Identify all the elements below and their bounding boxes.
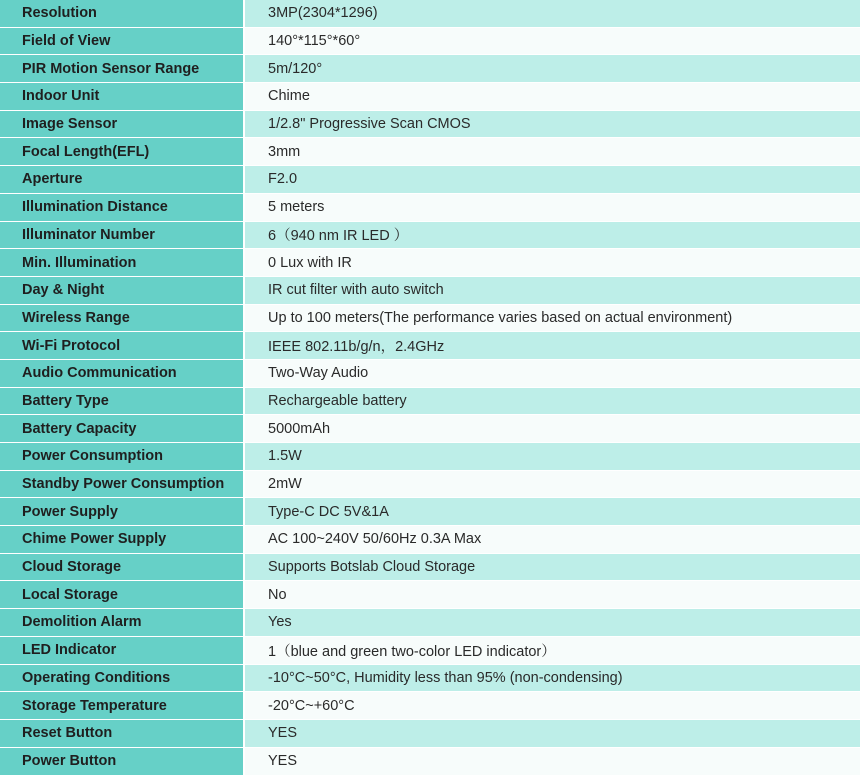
spec-label: Power Button [0, 748, 245, 776]
spec-label: Illumination Distance [0, 194, 245, 221]
spec-label: Image Sensor [0, 111, 245, 138]
spec-value: 2mW [245, 471, 860, 498]
spec-value: YES [245, 748, 860, 776]
spec-value: 140°*115°*60° [245, 28, 860, 55]
spec-row-field-of-view [0, 28, 860, 56]
spec-label: Aperture [0, 166, 245, 193]
spec-label: Reset Button [0, 720, 245, 747]
spec-label: Standby Power Consumption [0, 471, 245, 498]
spec-row-cloud-storage [0, 554, 860, 582]
spec-row-battery-capacity [0, 415, 860, 443]
spec-row-standby-power [0, 471, 860, 499]
spec-label: Day & Night [0, 277, 245, 304]
spec-row-chime-power [0, 526, 860, 554]
spec-value: 3mm [245, 138, 860, 165]
spec-value: IR cut filter with auto switch [245, 277, 860, 304]
spec-row-image-sensor [0, 111, 860, 139]
spec-value: 0 Lux with IR [245, 249, 860, 276]
spec-value: Rechargeable battery [245, 388, 860, 415]
spec-label: Audio Communication [0, 360, 245, 387]
spec-row-illumination-distance [0, 194, 860, 222]
spec-label: Illuminator Number [0, 222, 245, 249]
spec-value: 5m/120° [245, 55, 860, 82]
spec-label: Field of View [0, 28, 245, 55]
spec-row-illuminator-number [0, 222, 860, 250]
spec-row-led-indicator [0, 637, 860, 665]
spec-value: Chime [245, 83, 860, 110]
spec-label: Cloud Storage [0, 554, 245, 581]
spec-value: Two-Way Audio [245, 360, 860, 387]
spec-row-demolition-alarm [0, 609, 860, 637]
spec-label: Focal Length(EFL) [0, 138, 245, 165]
spec-row-day-night [0, 277, 860, 305]
spec-label: Demolition Alarm [0, 609, 245, 636]
spec-label: Battery Type [0, 388, 245, 415]
spec-value: YES [245, 720, 860, 747]
spec-row-focal-length [0, 138, 860, 166]
spec-row-wifi-protocol [0, 332, 860, 360]
spec-value: 1/2.8" Progressive Scan CMOS [245, 111, 860, 138]
spec-label: Local Storage [0, 581, 245, 608]
spec-label: Wireless Range [0, 305, 245, 332]
spec-row-resolution [0, 0, 860, 28]
spec-value: Up to 100 meters(The performance varies based on actual environment) [245, 305, 860, 332]
spec-label: Indoor Unit [0, 83, 245, 110]
spec-label: LED Indicator [0, 637, 245, 664]
spec-row-local-storage [0, 581, 860, 609]
spec-label: Min. Illumination [0, 249, 245, 276]
spec-value: 3MP(2304*1296) [245, 0, 860, 27]
spec-value: Supports Botslab Cloud Storage [245, 554, 860, 581]
spec-value: Yes [245, 609, 860, 636]
spec-row-battery-type [0, 388, 860, 416]
spec-label: Resolution [0, 0, 245, 27]
spec-value: 1（blue and green two-color LED indicator） [245, 637, 860, 664]
spec-row-power-supply [0, 498, 860, 526]
spec-value: Type-C DC 5V&1A [245, 498, 860, 525]
spec-label: Power Supply [0, 498, 245, 525]
spec-value: -10°C~50°C, Humidity less than 95% (non-condensing) [245, 665, 860, 692]
spec-value: 5000mAh [245, 415, 860, 442]
spec-row-pir-range [0, 55, 860, 83]
spec-value: 5 meters [245, 194, 860, 221]
spec-label: PIR Motion Sensor Range [0, 55, 245, 82]
spec-row-aperture [0, 166, 860, 194]
spec-row-operating-conditions [0, 665, 860, 693]
spec-label: Battery Capacity [0, 415, 245, 442]
spec-value: 6（940 nm IR LED ） [245, 222, 860, 249]
spec-label: Chime Power Supply [0, 526, 245, 553]
spec-row-reset-button [0, 720, 860, 748]
spec-row-storage-temperature [0, 692, 860, 720]
spec-label: Storage Temperature [0, 692, 245, 719]
spec-value: No [245, 581, 860, 608]
spec-row-audio [0, 360, 860, 388]
spec-value: 1.5W [245, 443, 860, 470]
spec-value: AC 100~240V 50/60Hz 0.3A Max [245, 526, 860, 553]
spec-value: F2.0 [245, 166, 860, 193]
spec-label: Operating Conditions [0, 665, 245, 692]
spec-row-indoor-unit [0, 83, 860, 111]
spec-value: -20°C~+60°C [245, 692, 860, 719]
spec-row-min-illumination [0, 249, 860, 277]
spec-row-power-button [0, 748, 860, 776]
spec-value: IEEE 802.11b/g/n，2.4GHz [245, 332, 860, 359]
spec-label: Power Consumption [0, 443, 245, 470]
spec-row-wireless-range [0, 305, 860, 333]
spec-label: Wi-Fi Protocol [0, 332, 245, 359]
spec-row-power-consumption [0, 443, 860, 471]
